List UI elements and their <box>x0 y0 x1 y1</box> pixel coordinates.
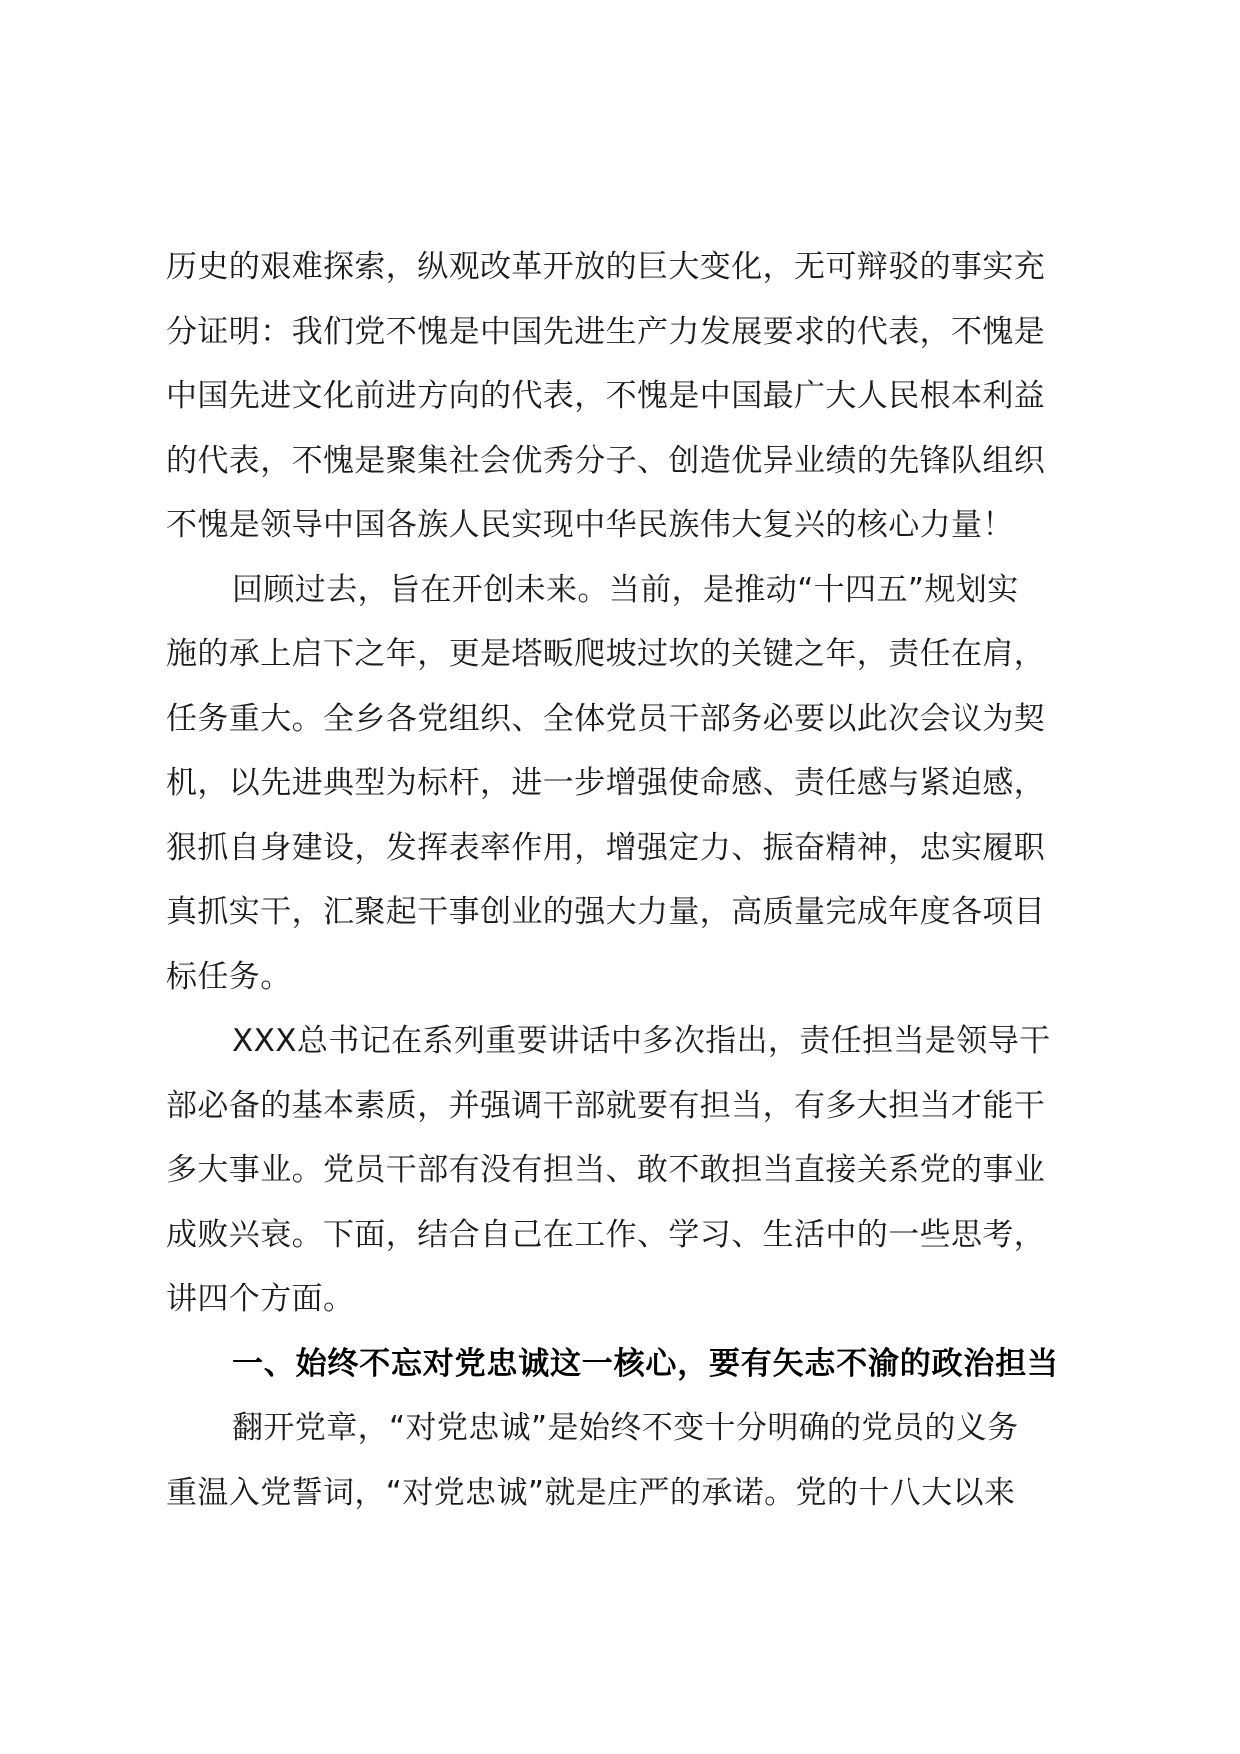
text-line: 多大事业。党员干部有没有担当、敢不敢担当直接关系党的事业 <box>166 1152 1046 1188</box>
text-line: 讲四个方面。 <box>166 1281 355 1317</box>
text-line: 不愧是领导中国各族人民实现中华民族伟大复兴的核心力量！ <box>166 507 1014 543</box>
text-line: 历史的艰难探索，纵观改革开放的巨大变化，无可辩驳的事实充 <box>166 249 1046 285</box>
text-line: 成败兴衰。下面，结合自己在工作、学习、生活中的一些思考， <box>166 1216 1046 1253</box>
text-line: 任务重大。全乡各党组织、全体党员干部务必要以此次会议为契 <box>166 700 1046 737</box>
text-line: 机，以先进典型为标杆，进一步增强使命感、责任感与紧迫感， <box>166 765 1046 801</box>
text-line: 的代表，不愧是聚集社会优秀分子、创造优异业绩的先锋队组织 <box>166 442 1046 479</box>
text-line: 真抓实干，汇聚起干事创业的强大力量，高质量完成年度各项目 <box>166 894 1046 930</box>
text-line: 重温入党誓词，“对党忠诚”就是庄严的承诺。党的十八大以来 <box>166 1474 1016 1511</box>
paragraph-first-line: XXX总书记在系列重要讲话中多次指出，责任担当是领导干 <box>232 1023 1051 1059</box>
document-body <box>166 235 1096 1525</box>
text-line: 施的承上启下之年，更是塔畈爬坡过坎的关键之年，责任在肩， <box>166 636 1046 672</box>
text-line: 狠抓自身建设，发挥表率作用，增强定力、振奋精神，忠实履职 <box>166 829 1046 866</box>
text-line: 中国先进文化前进方向的代表，不愧是中国最广大人民根本利益 <box>166 378 1046 414</box>
paragraph-first-line: 翻开党章，“对党忠诚”是始终不变十分明确的党员的义务 <box>232 1410 1019 1446</box>
paragraph-first-line: 回顾过去，旨在开创未来。当前，是推动“十四五”规划实 <box>232 571 1019 608</box>
section-heading: 一、始终不忘对党忠诚这一核心，要有矢志不渝的政治担当 <box>232 1345 1059 1382</box>
text-line: 标任务。 <box>166 958 292 995</box>
text-line: 部必备的基本素质，并强调干部就要有担当，有多大担当才能干 <box>166 1087 1046 1124</box>
text-line: 分证明：我们党不愧是中国先进生产力发展要求的代表，不愧是 <box>166 313 1046 350</box>
